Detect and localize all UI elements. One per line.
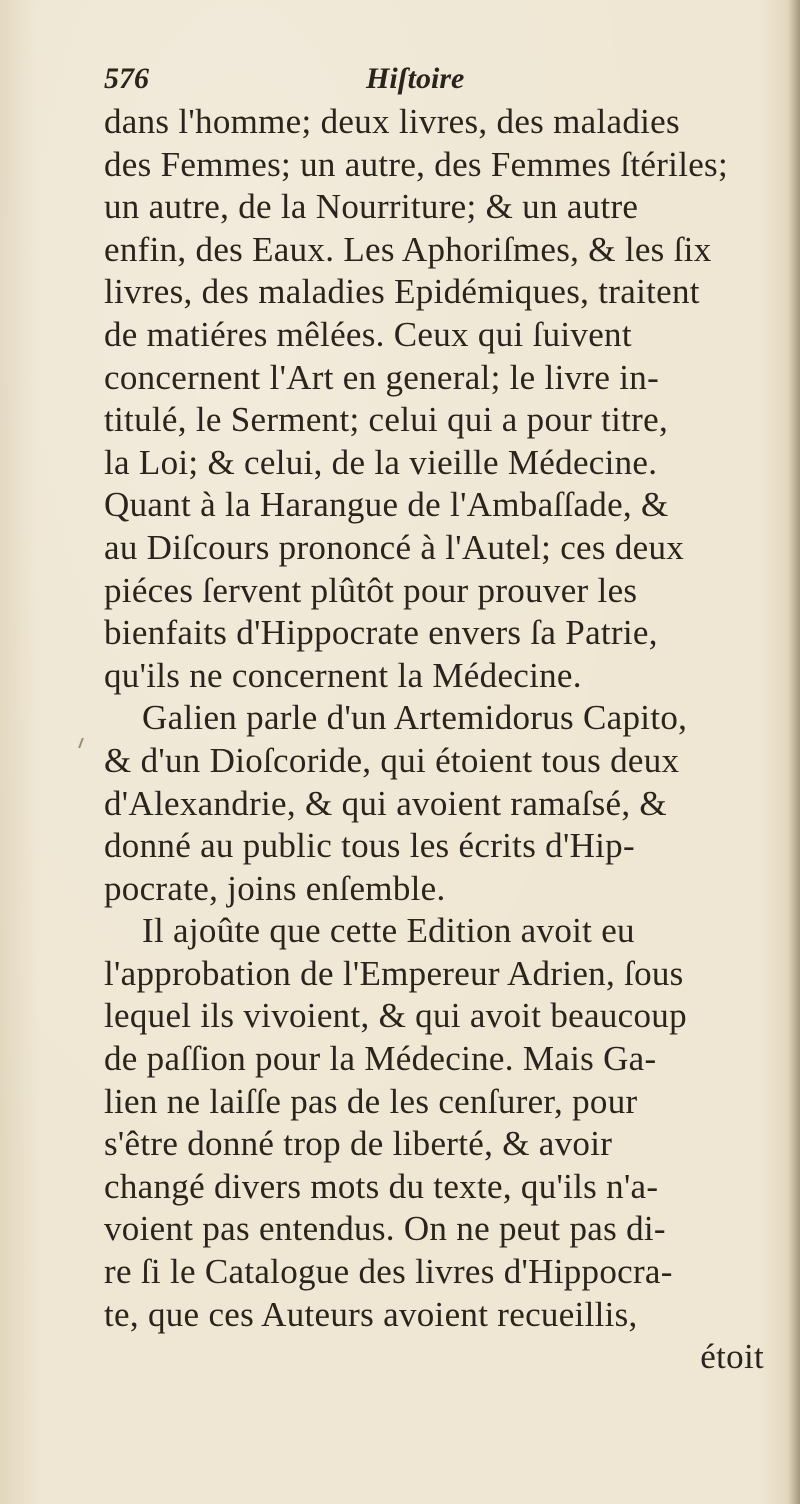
text-line: piéces ſervent plûtôt pour prouver les [104,570,638,610]
text-line: l'approbation de l'Empereur Adrien, ſous [104,953,684,993]
text-line: s'être donné trop de liberté, & avoir [104,1124,613,1164]
page-number: 576 [104,62,149,95]
text-line: pocrate, joins enſemble. [104,868,446,908]
body-text [104,101,764,1379]
catchword: étoit [700,1337,764,1377]
text-line: bienfaits d'Hippocrate envers ſa Patrie, [104,613,658,653]
text-line: Il ajoûte que cette Edition avoit eu [142,911,635,951]
text-line: qu'ils ne concernent la Médecine. [104,655,582,695]
text-line: des Femmes; un autre, des Femmes ſtériles; [104,144,729,184]
text-line: dans l'homme; deux livres, des maladies [104,102,680,141]
text-line: lequel ils vivoient, & qui avoit beaucoup [104,996,687,1036]
text-line: au Diſcours prononcé à l'Autel; ces deux [104,527,685,567]
text-line: d'Alexandrie, & qui avoient ramaſsé, & [104,783,667,823]
text-line: titulé, le Serment; celui qui a pour titre, [104,400,668,440]
text-line: un autre, de la Nourriture; & un autre [104,187,639,227]
text-line: donné au public tous les écrits d'Hip- [104,826,635,866]
text-line: Quant à la Harangue de l'Ambaſſade, & [104,485,669,525]
text-line: enfin, des Eaux. Les Aphoriſmes, & les ſix [104,229,712,269]
text-line: lien ne laiſſe pas de les cenſurer, pour [104,1081,638,1121]
text-line: re ſi le Catalogue des livres d'Hippocra- [104,1252,673,1292]
ink-mark [78,738,90,748]
text-line: te, que ces Auteurs avoient recueillis, [104,1294,638,1334]
running-head: Hiſtoire [366,62,465,95]
text-line: Galien parle d'un Artemidorus Capito, [142,698,688,738]
text-line: voient pas entendus. On ne peut pas di- [104,1209,666,1249]
text-line: livres, des maladies Epidémiques, traitent [104,272,700,312]
text-line: la Loi; & celui, de la vieille Médecine. [104,442,658,482]
text-line: changé divers mots du texte, qu'ils n'a- [104,1166,659,1206]
text-line: concernent l'Art en general; le livre in- [104,357,660,397]
text-line: de paſſion pour la Médecine. Mais Ga- [104,1039,657,1079]
text-line: & d'un Dioſcoride, qui étoient tous deux [104,740,680,780]
text-line: de matiéres mêlées. Ceux qui ſuivent [104,314,632,354]
page-header [104,62,764,102]
page-edge-shadow [788,0,800,1504]
